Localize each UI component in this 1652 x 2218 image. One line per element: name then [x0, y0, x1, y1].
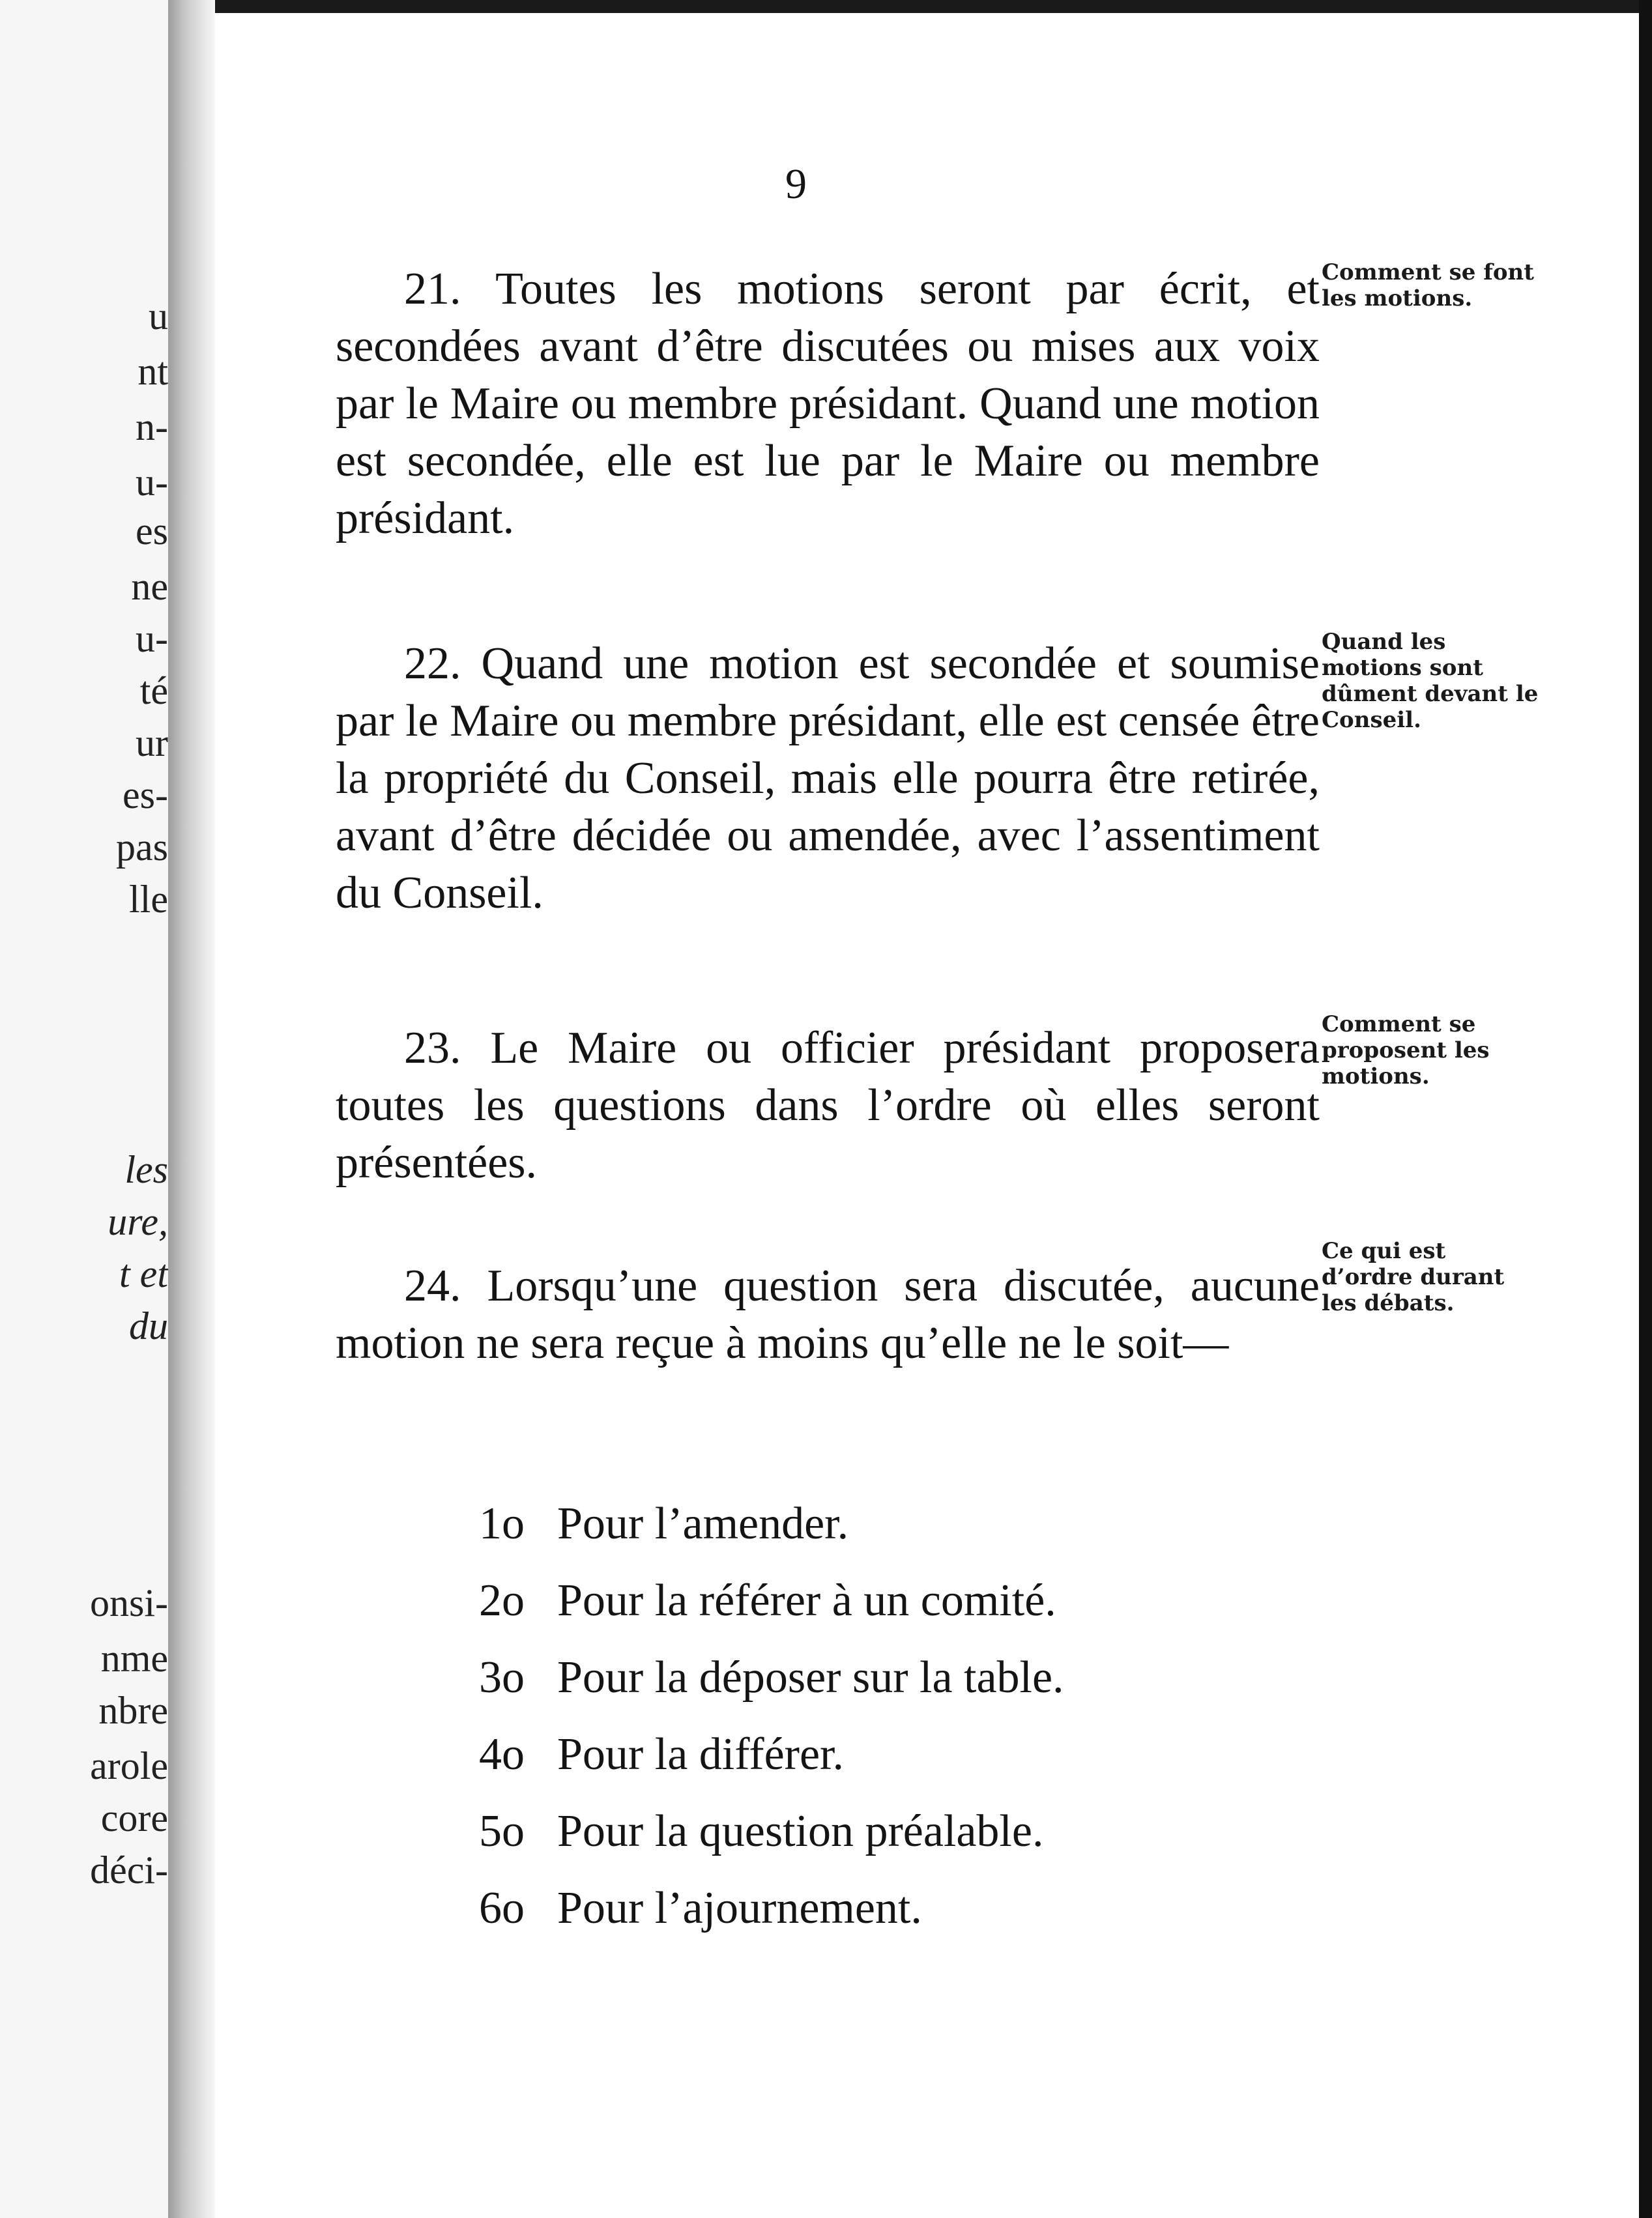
list-item	[479, 1639, 1064, 1716]
article-number: 23.	[404, 1023, 461, 1073]
page-number: 9	[785, 160, 807, 208]
article-number: 24.	[404, 1261, 461, 1311]
list-item	[479, 1870, 1064, 1947]
facing-page-edge	[0, 0, 168, 2218]
facing-page-fragment: nbre	[98, 1689, 168, 1732]
list-item	[479, 1486, 1064, 1563]
article-23	[336, 1020, 1320, 1192]
margin-note: Ce qui est d’ordre durant les débats.	[1322, 1238, 1505, 1316]
list-item-number: 5o	[479, 1806, 525, 1856]
book-spine-shadow	[168, 0, 215, 2218]
facing-page-fragment: nt	[138, 350, 168, 393]
article-number: 21.	[404, 264, 461, 314]
list-item-number: 6o	[479, 1883, 525, 1933]
list-item-text: Pour l’amender.	[557, 1499, 849, 1549]
facing-page-fragment: ne	[131, 565, 168, 608]
facing-page-fragment: lle	[129, 878, 168, 921]
facing-page-fragment: core	[100, 1796, 168, 1839]
list-item-text: Pour la question préalable.	[557, 1806, 1044, 1856]
article-text: Quand une motion est secondée et soumise par le Maire ou membre présidant, elle est censée être la propriété du Conseil, mais elle pourra être retirée, avant d’être décidée ou amendée, avec l’assentiment du Conseil.	[336, 639, 1320, 918]
list-item-text: Pour la référer à un comité.	[557, 1576, 1056, 1626]
facing-page-fragment: u	[149, 295, 168, 338]
list-item-number: 2o	[479, 1576, 525, 1626]
article-number: 22.	[404, 639, 461, 689]
article-text: Le Maire ou officier présidant proposera toutes les questions dans l’ordre où elles seront présentées.	[336, 1023, 1320, 1188]
facing-page-fragment: té	[139, 669, 168, 712]
facing-page-fragment: du	[129, 1304, 168, 1347]
facing-page-fragment: es	[136, 510, 168, 553]
facing-page-fragment: t et	[119, 1252, 168, 1295]
article-22	[336, 635, 1320, 922]
facing-page-fragment: u-	[136, 617, 168, 660]
motion-types-list	[479, 1486, 1064, 1947]
facing-page-fragment: pas	[116, 826, 168, 869]
facing-page-fragment: es-	[123, 773, 168, 816]
facing-page-fragment: n-	[136, 405, 168, 448]
facing-page-fragment: ur	[136, 721, 168, 764]
list-item-number: 1o	[479, 1499, 525, 1549]
article-24	[336, 1258, 1320, 1372]
list-item-number: 4o	[479, 1729, 525, 1779]
facing-page-fragment: onsi-	[90, 1581, 168, 1624]
list-item-text: Pour l’ajournement.	[557, 1883, 922, 1933]
facing-page-fragment: les	[124, 1148, 168, 1191]
margin-note: Quand les motions sont dûment devant le Conseil.	[1322, 629, 1539, 733]
list-item	[479, 1793, 1064, 1870]
margin-note: Comment se proposent les motions.	[1322, 1011, 1490, 1089]
facing-page-fragment: nme	[100, 1637, 168, 1680]
scan-right-border	[1639, 0, 1652, 2218]
list-item-text: Pour la différer.	[557, 1729, 844, 1779]
facing-page-fragment: arole	[90, 1744, 168, 1787]
list-item	[479, 1563, 1064, 1639]
facing-page-fragment: u-	[136, 461, 168, 504]
margin-note: Comment se font les motions.	[1322, 259, 1534, 311]
list-item-text: Pour la déposer sur la table.	[557, 1652, 1064, 1703]
facing-page-fragment: déci-	[90, 1849, 168, 1892]
article-text: Toutes les motions seront par écrit, et secondées avant d’être discutées ou mises aux voix par le Maire ou membre présidant. Quand une motion est secondée, elle est lue par le Maire ou membre présidant.	[336, 264, 1320, 543]
article-text: Lorsqu’une question sera discutée, aucune motion ne sera reçue à moins qu’elle ne le soit—	[336, 1261, 1320, 1368]
facing-page-fragment: ure,	[108, 1200, 168, 1243]
list-item-number: 3o	[479, 1652, 525, 1703]
article-21	[336, 261, 1320, 547]
list-item	[479, 1716, 1064, 1793]
scan-top-border	[0, 0, 1652, 13]
